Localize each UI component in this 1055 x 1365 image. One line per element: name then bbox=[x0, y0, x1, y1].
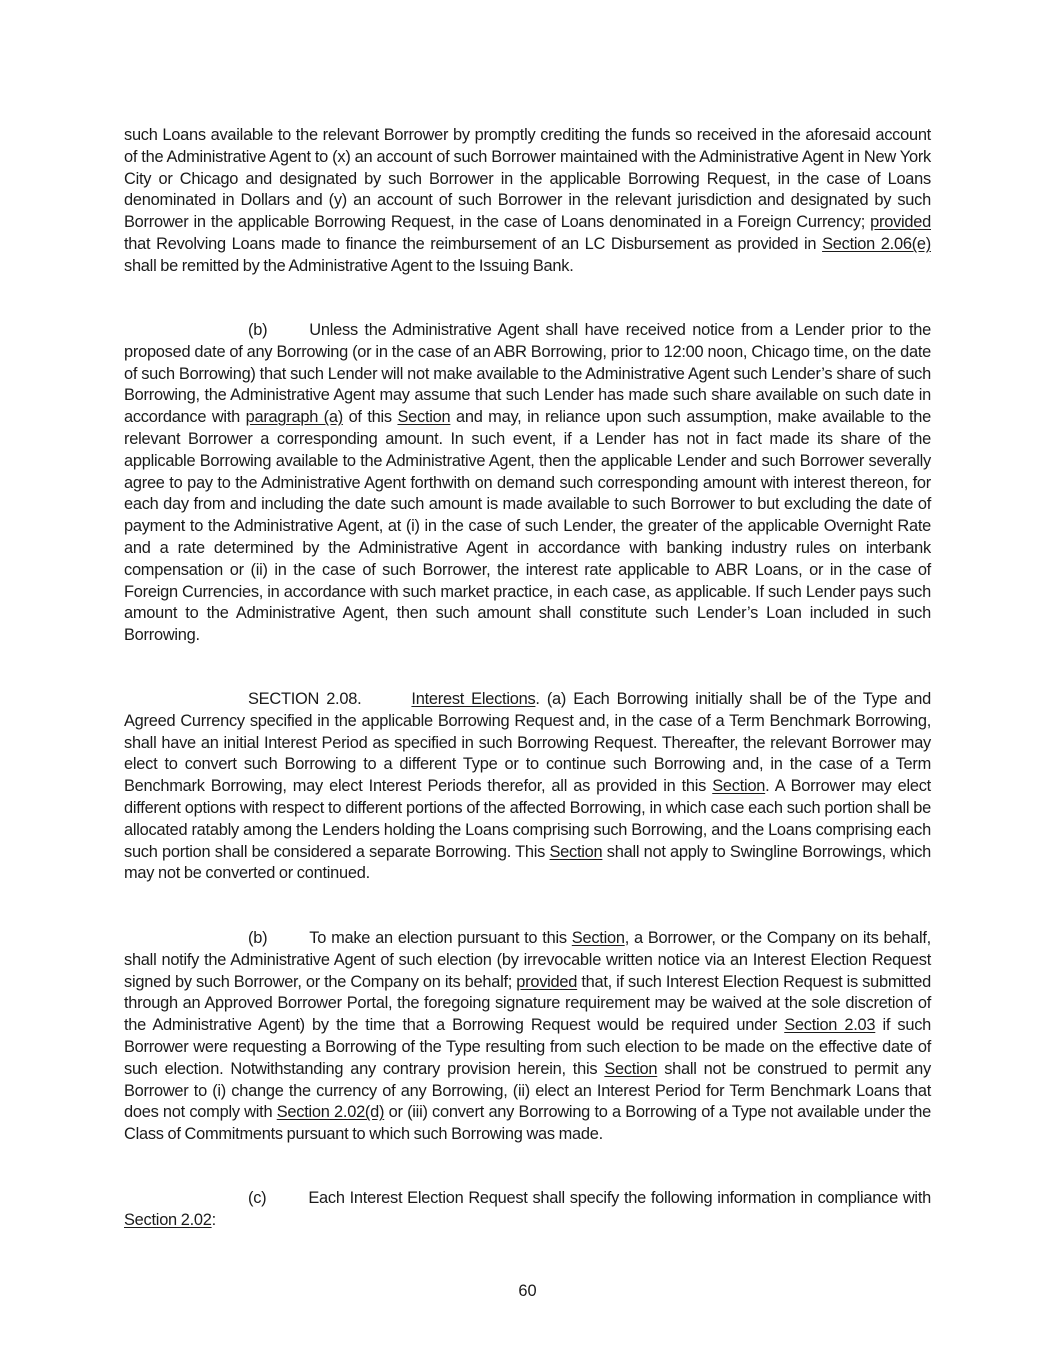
section-number: SECTION 2.08. bbox=[248, 690, 362, 708]
section-reference: Section 2.02 bbox=[124, 1210, 212, 1229]
provided-term: provided bbox=[516, 972, 578, 991]
text-run: shall not apply to Swingline Borrowings, which may not be converted or continued. bbox=[124, 842, 932, 883]
text-run: . A Borrower may elect different options with respect to different portions of the affected Borrowing, in which case each such portion shall be allocated ratably among the Lenders holding the Loans comprising such Borrowing, and the Loans comprising each such portion shall be considered a separate Borrowing. This bbox=[124, 777, 931, 861]
text-run: . (a) Each Borrowing initially shall be of the Type and Agreed Currency specified in the applicable Borrowing Request and, in the case of a Term Benchmark Borrowing, shall have an initial Interest Period as specified in such Borrowing Request. Thereafter, the relevant Borrower may elect to convert such Borrowing to a different Type or to continue such Borrowing and, in the case of a Term Benchmark Borrowing, may elect Interest Periods therefor, all as provided in this bbox=[124, 690, 931, 796]
section-reference: Section bbox=[571, 929, 625, 947]
text-run: shall not be construed to permit any Borrower to (i) change the currency of any Borrowing, (ii) elect an Interest Period for Term Benchmark Loans that does not comply with bbox=[124, 1059, 931, 1122]
section-reference: Section 2.06(e) bbox=[822, 234, 931, 253]
provided-term: provided bbox=[870, 213, 931, 232]
section-reference: Section bbox=[397, 408, 451, 427]
section-reference: Section 2.03 bbox=[784, 1016, 876, 1035]
paragraph-label: (b) bbox=[248, 321, 268, 339]
section-reference: Section bbox=[712, 777, 766, 796]
text-run: that, if such Interest Election Request is submitted through an Approved Borrower Portal, the foregoing signature requirement may be waived at the sole discretion of the Administrative Agent) by the time that a Borrowing Request would be required under bbox=[124, 972, 931, 1035]
section-reference: Section bbox=[549, 842, 603, 861]
text-run: shall be remitted by the Administrative Agent to the Issuing Bank. bbox=[124, 256, 574, 275]
text-run: that Revolving Loans made to finance the reimbursement of an LC Disbursement as provided in bbox=[124, 234, 823, 253]
paragraph-text bbox=[124, 320, 931, 647]
paragraph-c-election-request-info bbox=[124, 1188, 931, 1232]
paragraph-text bbox=[124, 928, 931, 1146]
text-run: Unless the Administrative Agent shall have received notice from a Lender prior to the proposed date of any Borrowing (or in the case of an ABR Borrowing, prior to 12:00 noon, Chicago time, on the date of such Borrowing) that such Lender will not make available to the Administrative Agent such Lender’s share of such Borrowing, the Administrative Agent may assume that such Lender has made such share available on such date in accordance with bbox=[124, 321, 931, 427]
page-number: 60 bbox=[518, 1282, 537, 1300]
paragraph-text bbox=[124, 1188, 931, 1232]
text-run: if such Borrower were requesting a Borrowing of the Type resulting from such election to be made on the effective date of such election. Notwithstanding any contrary provision herein, this bbox=[124, 1016, 932, 1078]
section-2-08-interest-elections bbox=[124, 689, 931, 885]
paragraph-b-election-notice bbox=[124, 928, 931, 1146]
paragraph-loan-crediting bbox=[124, 125, 931, 278]
paragraph-text bbox=[124, 125, 931, 278]
text-run: Each Interest Election Request shall specify the following information in compliance with bbox=[308, 1189, 931, 1207]
text-run: , a Borrower, or the Company on its behalf, shall notify the Administrative Agent of such election (by irrevocable written notice via an Interest Election Request signed by such Borrower, or the Company on its behalf; bbox=[124, 929, 931, 991]
paragraph-b-borrowing-assumption bbox=[124, 320, 931, 647]
section-reference: Section 2.02(d) bbox=[276, 1103, 385, 1122]
paragraph-text bbox=[124, 689, 931, 885]
text-run: of this bbox=[342, 408, 398, 427]
text-run: and may, in reliance upon such assumption, make available to the relevant Borrower a corresponding amount. In such event, if a Lender has not in fact made its share of the applicable Borrowing available to the Administrative Agent, then the applicable Lender and such Borrower severally agree to pay to the Administrative Agent forthwith on demand such corresponding amount with interest thereon, for each day from and including the date such amount is made available to such Borrower to but excluding the date of payment to the Administrative Agent, at (i) in the case of such Lender, the greater of the applicable Overnight Rate and a rate determined by the Administrative Agent in accordance with banking industry rules on interbank compensation or (ii) in the case of such Borrower, the interest rate applicable to ABR Loans, or in the case of Foreign Currencies, in accordance with such market practice, in each case, as applicable. If such Lender pays such amount to the Administrative Agent, then such amount shall constitute such Lender’s Loan included in such Borrowing. bbox=[124, 408, 931, 645]
section-heading: Interest Elections bbox=[411, 690, 536, 708]
section-reference: Section bbox=[604, 1059, 658, 1078]
paragraph-label: (b) bbox=[248, 929, 268, 947]
text-run: or (iii) convert any Borrowing to a Borrowing of a Type not available under the Class of Commitments pursuant to which such Borrowing was made. bbox=[124, 1103, 931, 1144]
text-run: To make an election pursuant to this bbox=[309, 929, 572, 947]
paragraph-label: (c) bbox=[248, 1189, 267, 1207]
paragraph-reference: paragraph (a) bbox=[245, 408, 343, 427]
text-run: such Loans available to the relevant Borrower by promptly crediting the funds so received in the aforesaid account of the Administrative Agent to (x) an account of such Borrower maintained with the Administrative Agent in New York City or Chicago and designated by such Borrower in the applicable Borrowing Request, in the case of Loans denominated in Dollars and (y) an account of such Borrower in the relevant jurisdiction and designated by such Borrower in the applicable Borrowing Request, in the case of Loans denominated in a Foreign Currency; bbox=[124, 126, 931, 232]
text-run: : bbox=[211, 1210, 216, 1229]
